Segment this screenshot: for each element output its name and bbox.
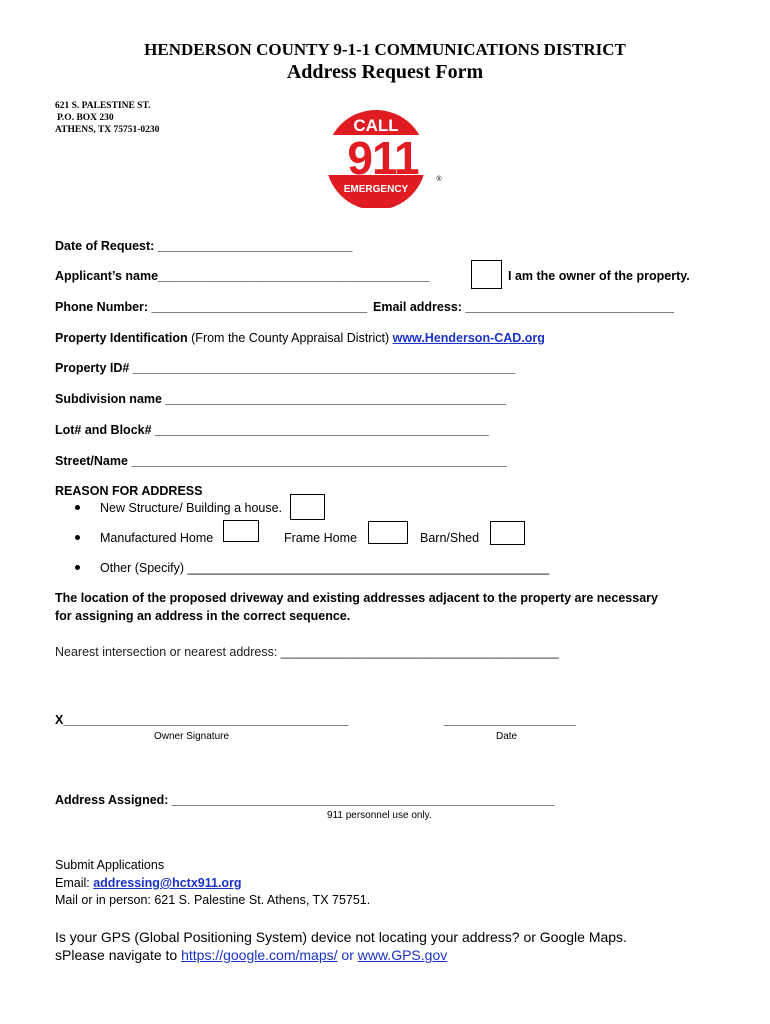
registered-mark: ® [436,176,442,183]
address-line-3: ATHENS, TX 75751-0230 [55,125,160,135]
reason-new-structure-item [75,501,282,515]
property-identification-label: Property Identification [55,331,188,345]
gps-navigate-prefix: sPlease navigate to [55,947,178,963]
reason-other-item[interactable] [75,561,549,575]
gps-or-text: or [341,947,354,963]
location-note-line-1: The location of the proposed driveway and existing addresses adjacent to the property are necessary [55,591,658,605]
date-label: Date [496,731,518,742]
property-identification-line [55,331,545,345]
address-line-1: 621 S. PALESTINE ST. [55,101,151,111]
owner-checkbox[interactable] [471,260,502,289]
organization-name: HENDERSON COUNTY 9-1-1 COMMUNICATIONS DISTRICT [144,40,626,59]
bullet [75,565,80,570]
henderson-cad-link[interactable]: www.Henderson-CAD.org [392,331,545,345]
reason-other-field[interactable]: Other (Specify) ____________________________________________________ [100,561,550,575]
owner-checkbox-label: I am the owner of the property. [508,269,690,283]
lot-and-block-field[interactable]: Lot# and Block# ________________________________________________ [55,423,489,437]
gps-question: Is your GPS (Global Positioning System) device not locating your address? or Google Maps. [55,929,627,945]
barn-shed-checkbox[interactable] [490,521,525,545]
owner-signature-label: Owner Signature [154,731,230,742]
bullet [75,535,80,540]
subdivision-name-field[interactable]: Subdivision name _________________________________________________ [55,392,507,406]
google-maps-link[interactable]: https://google.com/maps/ [181,947,338,963]
phone-number-field[interactable]: Phone Number: _______________________________ [55,300,368,314]
reason-frame-home-label: Frame Home [284,531,357,545]
submit-heading: Submit Applications [55,858,165,872]
owner-signature-line[interactable]: X_________________________________________ [55,713,349,727]
reason-barn-shed-label: Barn/Shed [420,531,480,545]
submit-email-link[interactable]: addressing@hctx911.org [93,876,242,890]
personnel-use-note: 911 personnel use only. [327,810,432,821]
address-line-2: P.O. BOX 230 [57,113,114,123]
gps-navigate-line [55,947,447,963]
date-signature-line[interactable]: ___________________ [444,713,577,727]
logo-call-text: CALL [353,116,399,135]
submit-email-label: Email: [55,876,90,890]
street-name-field[interactable]: Street/Name ______________________________________________________ [55,454,507,468]
reason-manufactured-item [75,531,213,545]
reason-heading: REASON FOR ADDRESS [55,484,203,498]
gps-gov-link[interactable]: www.GPS.gov [357,947,448,963]
new-structure-checkbox[interactable] [290,494,325,520]
email-address-field[interactable]: Email address: ______________________________ [373,300,674,314]
nearest-intersection-field[interactable]: Nearest intersection or nearest address: ________________________________________ [55,645,559,659]
manufactured-home-checkbox[interactable] [223,520,259,542]
location-note-line-2: for assigning an address in the correct sequence. [55,609,351,623]
applicant-name-field[interactable]: Applicant’s name_______________________________________ [55,269,430,283]
form-title: Address Request Form [286,61,484,83]
logo-emergency-text: EMERGENCY [343,184,409,195]
date-of-request-field[interactable]: Date of Request: ____________________________ [55,239,353,253]
reason-manufactured-label: Manufactured Home [100,531,214,545]
logo-911-text: 911 [347,132,419,184]
call-911-logo [320,108,450,208]
address-assigned-field[interactable]: Address Assigned: _______________________________________________________ [55,793,555,807]
property-id-field[interactable]: Property ID# _______________________________________________________ [55,361,516,375]
frame-home-checkbox[interactable] [368,521,408,544]
submit-mail-line: Mail or in person: 621 S. Palestine St. Athens, TX 75751. [55,893,371,907]
reason-new-structure-label: New Structure/ Building a house. [100,501,283,515]
property-identification-note: (From the County Appraisal District) [191,331,390,345]
submit-email-line [55,876,242,890]
bullet [75,505,80,510]
